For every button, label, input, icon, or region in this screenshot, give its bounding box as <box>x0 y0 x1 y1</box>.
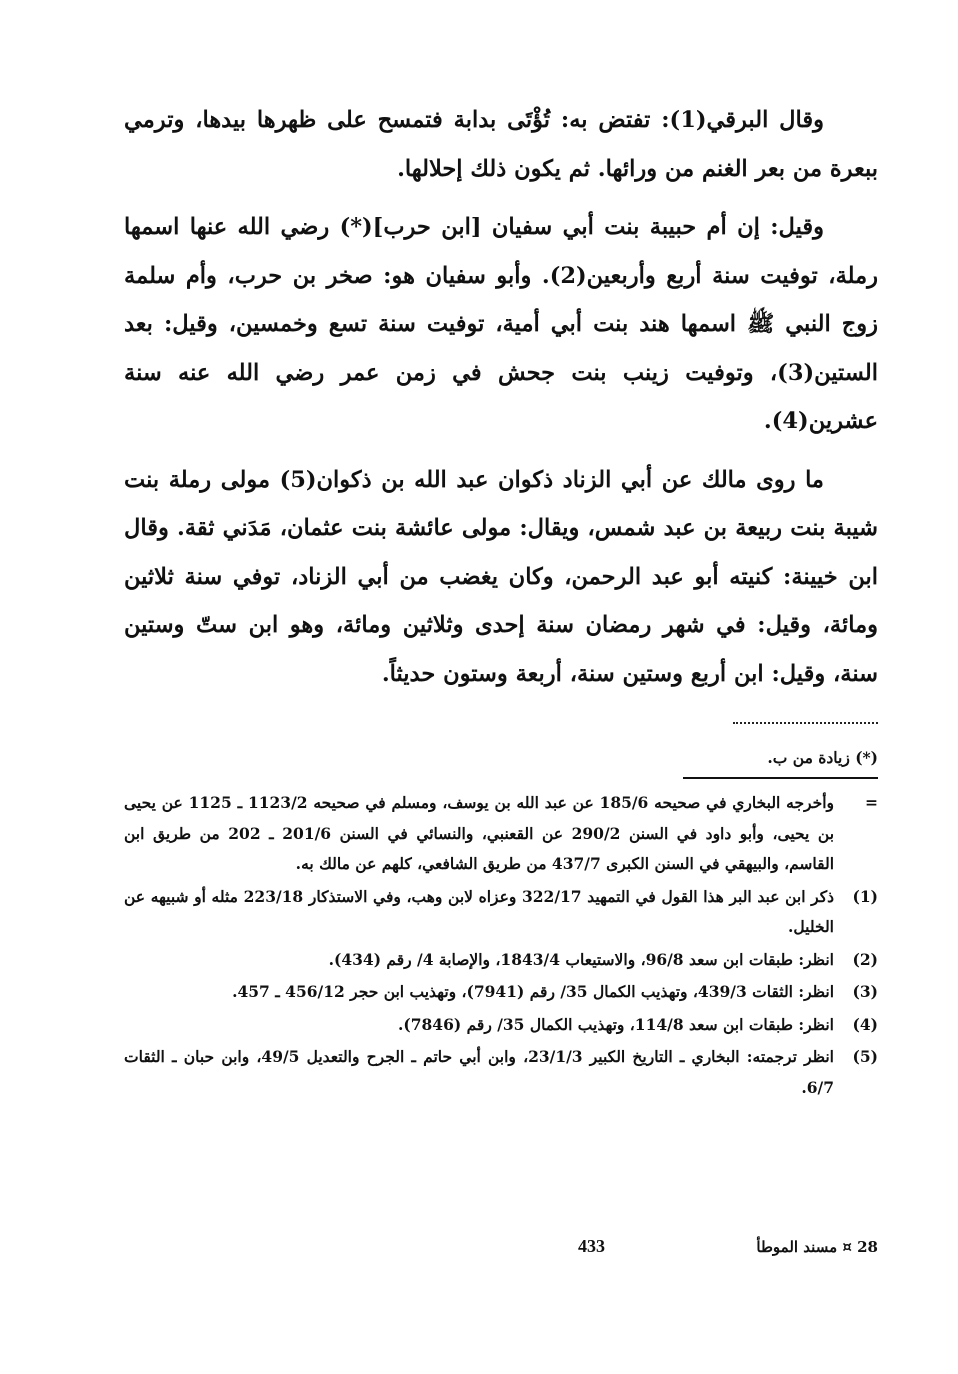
footnote-mark: (1) <box>852 886 878 906</box>
footnote <box>124 977 878 1008</box>
footnote <box>124 882 878 943</box>
page-footer <box>124 1236 878 1266</box>
footnote-dotted-separator <box>733 722 878 724</box>
footnote-mark: (2) <box>852 949 878 969</box>
footnote-text: انظر: الثقات 439/3، وتهذيب الكمال 35/ رقم (7941)، وتهذيب ابن حجر 456/12 ـ 457. <box>232 982 834 1001</box>
footnote <box>124 788 878 880</box>
footnote <box>124 1042 878 1103</box>
footnote-text: انظر ترجمته: البخاري ـ التاريخ الكبير 23/1/3، وابن أبي حاتم ـ الجرح والتعديل 49/5، وابن حبان ـ الثقات 6/7. <box>124 1047 834 1097</box>
footnote-text: انظر: طبقات ابن سعد 96/8، والاستيعاب 1843/4، والإصابة 4/ رقم (434). <box>328 949 834 969</box>
footnote-mark: (4) <box>852 1014 878 1034</box>
footnote <box>124 1010 878 1041</box>
footnote-rule <box>683 777 878 779</box>
footnote-text: انظر: طبقات ابن سعد 114/8، وتهذيب الكمال 35/ رقم (7846). <box>398 1014 834 1034</box>
footnote-text: ذكر ابن عبد البر هذا القول في التمهيد 322/17 وعزاه لابن وهب، وفي الاستذكار 223/18 مثله أو شبيهه عن الخليل. <box>124 886 834 936</box>
star-note: (*) زيادة من ب. <box>767 748 878 767</box>
footnote-mark: (3) <box>852 982 878 1001</box>
footnote <box>124 945 878 976</box>
footnote-mark: = <box>865 793 878 812</box>
footnote-mark: (5) <box>852 1047 878 1066</box>
paragraph: ما روى مالك عن أبي الزناد ذكوان عبد الله بن ذكوان(5) مولى رملة بنت شيبة بنت ربيعة بن عبد شمس، ويقال: مولى عائشة بنت عثمان، مَدَني ثقة. وقال ابن خيينة: كنيته أبو عبد الرحمن، وكان يغضب من أبي الزناد، توفي سنة ثلاثين ومائة، وقيل: في شهر رمضان سنة إحدى وثلاثين ومائة، وهو ابن ستّ وستين سنة، وقيل: ابن أربع وستين سنة، أربعة وستون حديثاً. <box>124 466 878 687</box>
paragraph: وقيل: إن أم حبيبة بنت أبي سفيان [ابن حرب](*) رضي الله عنها اسمها رملة، توفيت سنة أربع وأربعين(2). وأبو سفيان هو: صخر بن حرب، وأم سلمة زوج النبي ﷺ اسمها هند بنت أبي أمية، توفيت سنة تسع وخمسين، وقيل: بعد الستين(3)، وتوفيت زينب بنت جحش في زمن عمر رضي الله عنه سنة عشرين(4). <box>124 214 878 434</box>
page-number: 433 <box>578 1236 605 1256</box>
main-text <box>124 96 878 698</box>
signature-mark: 28 ¤ مسند الموطأ <box>756 1238 878 1256</box>
footnotes <box>124 788 878 1105</box>
footnote-text: وأخرجه البخاري في صحيحه 185/6 عن عبد الله بن يوسف، ومسلم في صحيحه 1123/2 ـ 1125 عن يحيى بن يحيى، وأبو داود في السنن 290/2 عن القعنبي، والنسائي في السنن 201/6 ـ 202 من طريق ابن القاسم، والبيهقي في السنن الكبرى 437/7 من طريق الشافعي، كلهم عن مالك به. <box>124 793 835 873</box>
paragraph: وقال البرقي(1): تفتض به: تُؤْتَى بدابة فتمسح على ظهرها بيدها، وترمي ببعرة من بعر الغنم من ورائها. ثم يكون ذلك إحلالها. <box>124 107 878 182</box>
